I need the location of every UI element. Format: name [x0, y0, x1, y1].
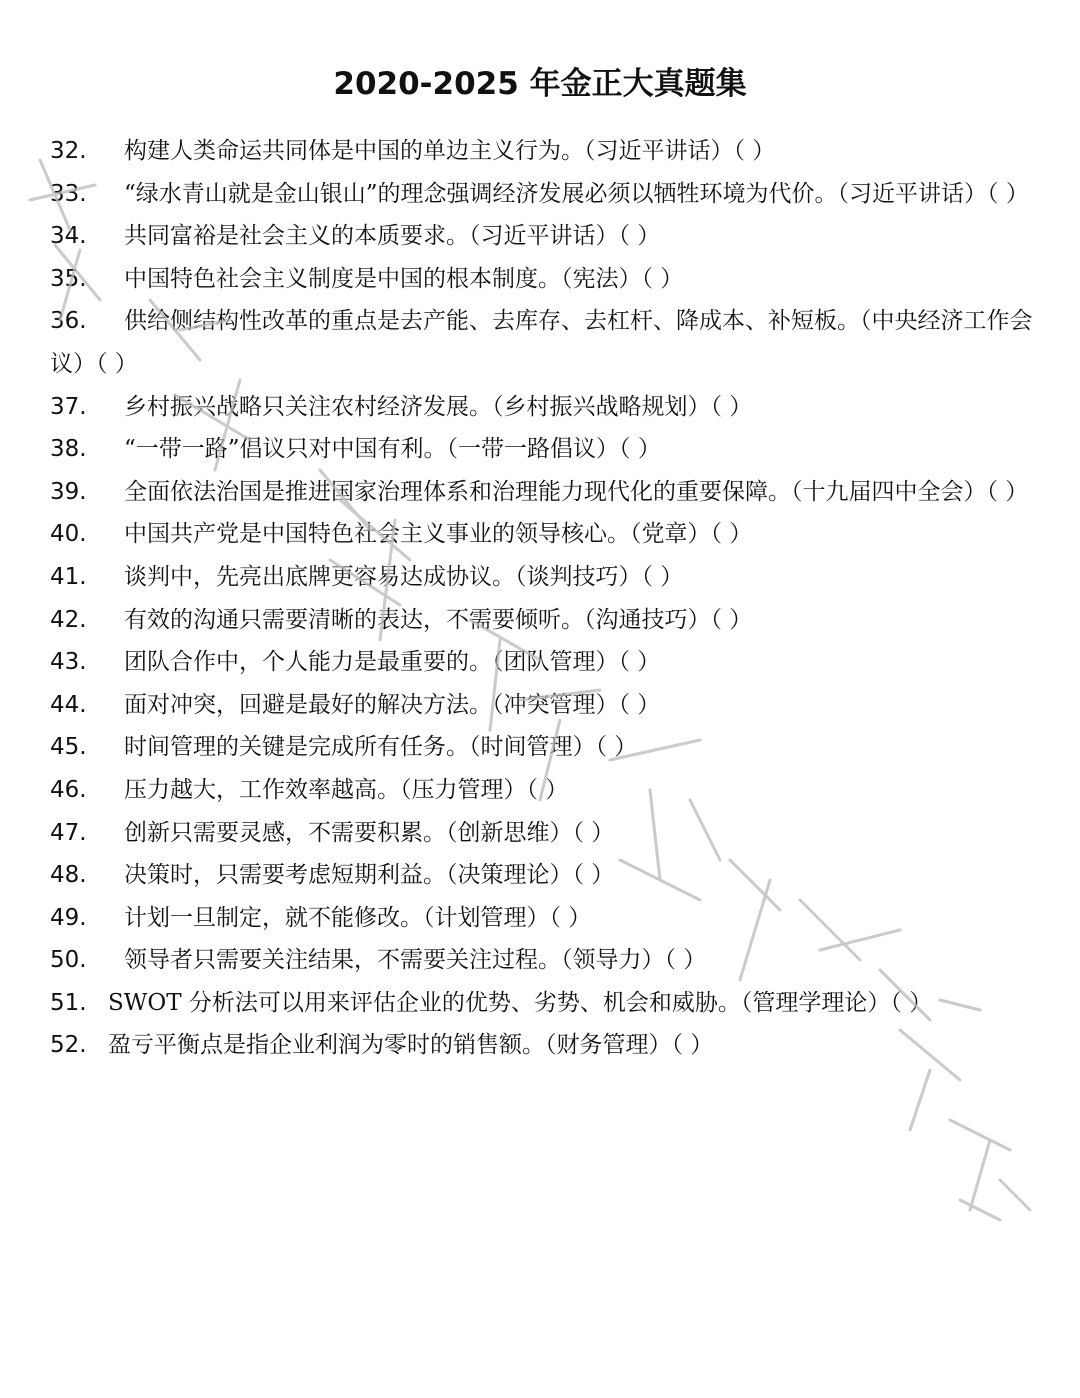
list-item	[50, 1024, 1050, 1067]
question-text: 谈判中，先亮出底牌更容易达成协议。（谈判技巧）（ ）	[124, 563, 684, 590]
list-item	[50, 386, 1050, 429]
question-number: 47.	[50, 819, 87, 846]
question-number: 52.	[50, 1032, 87, 1059]
question-text: “绿水青山就是金山银山”的理念强调经济发展必须以牺牲环境为代价。（习近平讲话）（ ）	[124, 180, 1029, 207]
question-text: 创新只需要灵感，不需要积累。（创新思维）（ ）	[124, 819, 615, 846]
question-number: 36.	[50, 308, 87, 335]
list-item	[50, 726, 1050, 769]
question-text: 计划一旦制定，就不能修改。（计划管理）（ ）	[124, 904, 592, 931]
list-item	[50, 300, 1050, 385]
list-item	[50, 471, 1050, 514]
list-item	[50, 428, 1050, 471]
question-number: 48.	[50, 862, 87, 889]
question-number: 34.	[50, 223, 87, 250]
question-number: 40.	[50, 521, 87, 548]
list-item	[50, 897, 1050, 940]
list-item	[50, 215, 1050, 258]
question-number: 38.	[50, 436, 87, 463]
question-number: 35.	[50, 265, 87, 292]
list-item	[50, 173, 1050, 216]
question-text: 时间管理的关键是完成所有任务。（时间管理）（ ）	[124, 734, 638, 761]
question-text: SWOT 分析法可以用来评估企业的优势、劣势、机会和威胁。（管理学理论）（ ）	[108, 989, 933, 1016]
question-number: 43.	[50, 649, 87, 676]
question-number: 37.	[50, 393, 87, 420]
question-text: 乡村振兴战略只关注农村经济发展。（乡村振兴战略规划）（ ）	[124, 393, 753, 420]
question-text: 领导者只需要关注结果，不需要关注过程。（领导力）（ ）	[124, 947, 707, 974]
question-number: 42.	[50, 606, 87, 633]
question-text: “一带一路”倡议只对中国有利。（一带一路倡议）（ ）	[124, 436, 661, 463]
list-item	[50, 939, 1050, 982]
list-item	[50, 130, 1050, 173]
question-number: 39.	[50, 478, 87, 505]
list-item	[50, 982, 1050, 1025]
list-item	[50, 684, 1050, 727]
list-item	[50, 812, 1050, 855]
list-item	[50, 258, 1050, 301]
question-text: 全面依法治国是推进国家治理体系和治理能力现代化的重要保障。（十九届四中全会）（ ）	[124, 478, 1029, 505]
list-item	[50, 513, 1050, 556]
list-item	[50, 599, 1050, 642]
question-text: 共同富裕是社会主义的本质要求。（习近平讲话）（ ）	[124, 223, 661, 250]
question-number: 51.	[50, 989, 87, 1016]
question-text: 决策时，只需要考虑短期利益。（决策理论）（ ）	[124, 862, 615, 889]
list-item	[50, 556, 1050, 599]
question-text: 有效的沟通只需要清晰的表达，不需要倾听。（沟通技巧）（ ）	[124, 606, 753, 633]
list-item	[50, 769, 1050, 812]
question-number: 45.	[50, 734, 87, 761]
question-list	[50, 130, 1050, 1067]
question-text: 压力越大，工作效率越高。（压力管理）（ ）	[124, 776, 569, 803]
question-number: 50.	[50, 947, 87, 974]
list-item	[50, 641, 1050, 684]
question-number: 32.	[50, 138, 87, 164]
question-text: 中国共产党是中国特色社会主义事业的领导核心。（党章）（ ）	[124, 521, 753, 548]
question-text: 构建人类命运共同体是中国的单边主义行为。（习近平讲话）（ ）	[124, 138, 776, 164]
question-text: 盈亏平衡点是指企业利润为零时的销售额。（财务管理）（ ）	[108, 1032, 714, 1059]
question-number: 49.	[50, 904, 87, 931]
question-text: 团队合作中，个人能力是最重要的。（团队管理）（ ）	[124, 649, 661, 676]
list-item	[50, 854, 1050, 897]
question-number: 41.	[50, 563, 87, 590]
question-text: 面对冲突，回避是最好的解决方法。（冲突管理）（ ）	[124, 691, 661, 718]
question-number: 46.	[50, 776, 87, 803]
page-title: 2020-2025 年金正大真题集	[333, 66, 747, 102]
question-number: 44.	[50, 691, 87, 718]
question-text: 中国特色社会主义制度是中国的根本制度。（宪法）（ ）	[124, 265, 684, 292]
question-number: 33.	[50, 180, 87, 207]
question-text: 供给侧结构性改革的重点是去产能、去库存、去杠杆、降成本、补短板。（中央经济工作会议）（ ）	[50, 308, 1033, 377]
